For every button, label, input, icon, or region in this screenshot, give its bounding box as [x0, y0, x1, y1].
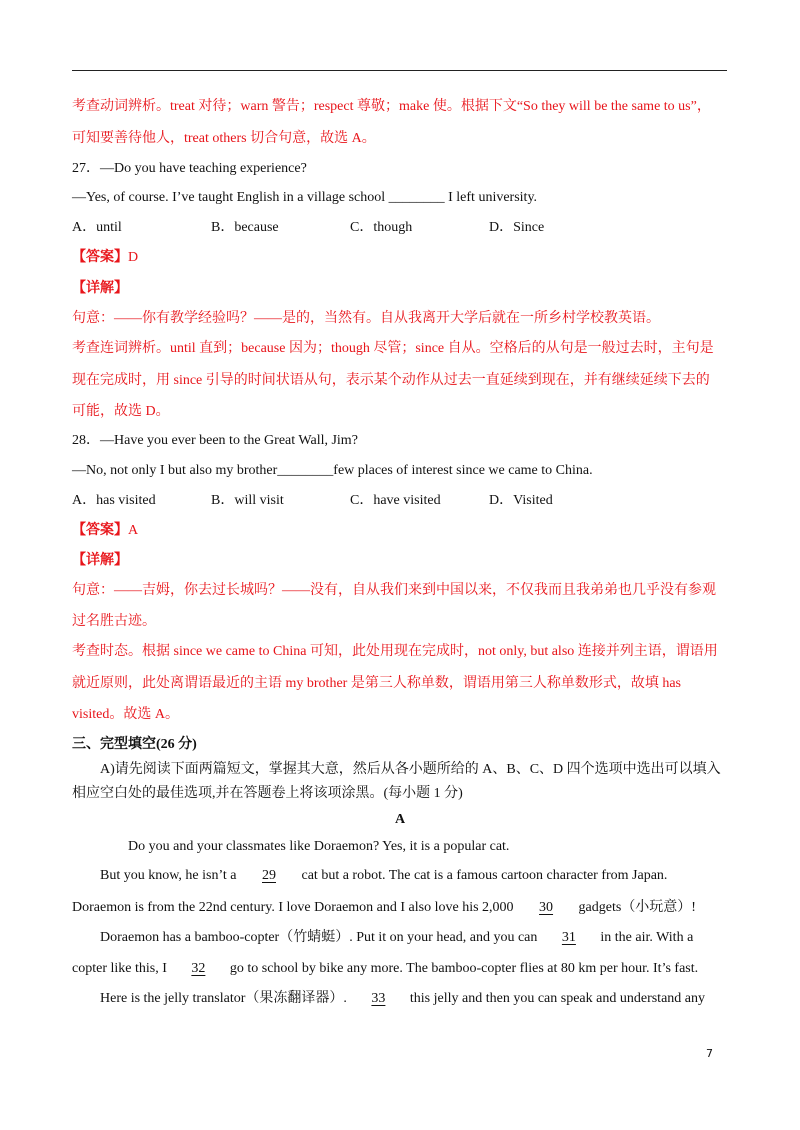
q27-option-a: A．until	[72, 220, 122, 235]
p2a-pre: But you know, he isn’t a	[100, 868, 240, 883]
q27-question: 27．—Do you have teaching experience?	[72, 161, 307, 176]
passage-paragraph4-line1	[100, 989, 705, 1009]
q28-meaning-line2: 过名胜古迹。	[72, 614, 156, 629]
section3-instruction-line1: A)请先阅读下面两篇短文，掌握其大意，然后从各小题所给的 A、B、C、D 四个选项中选出可以填入	[100, 762, 721, 777]
p2b-post: gadgets（小玩意）!	[575, 900, 696, 915]
q27-analysis-line1: 考查连词辨析。until 直到；because 因为；though 尽管；since 自从。空格后的从句是一般过去时，主句是	[72, 341, 714, 356]
blank-33: 33	[371, 991, 386, 1006]
q28-option-a: A．has visited	[72, 493, 156, 508]
q27-option-d: D．Since	[489, 220, 545, 235]
q28-options	[72, 491, 628, 511]
passage-paragraph2-line2	[72, 898, 696, 918]
blank-29: 29	[262, 868, 276, 883]
q28-meaning-line1: 句意：——吉姆，你去过长城吗？——没有，自从我们来到中国以来，不仅我而且我弟弟也几乎没有参观	[72, 583, 716, 598]
blank-31: 31	[561, 930, 576, 945]
header-rule	[72, 70, 727, 71]
q28-answer-value: A	[128, 523, 139, 538]
q28-reply: —No, not only I but also my brother________few places of interest since we came to China.	[72, 463, 593, 478]
q27-analysis-line3: 可能，故选 D。	[72, 404, 170, 419]
p2a-post: cat but a robot. The cat is a famous cartoon character from Japan.	[298, 868, 668, 883]
section3-heading: 三、完型填空(26 分)	[72, 737, 197, 752]
q28-option-d: D．Visited	[489, 493, 553, 508]
q27-meaning: 句意：——你有教学经验吗？——是的，当然有。自从我离开大学后就在一所乡村学校教英语。	[72, 311, 660, 326]
q28-detail-label: 【详解】	[72, 553, 128, 568]
q28-analysis-line1: 考查时态。根据 since we came to China 可知，此处用现在完成时，not only, but also 连接并列主语，谓语用	[72, 644, 718, 659]
q28-option-c: C．have visited	[350, 493, 441, 508]
p3a-pre: Doraemon has a bamboo-copter（竹蜻蜓）. Put it on your head, and you can	[100, 930, 541, 945]
q28-option-b: B．will visit	[211, 493, 284, 508]
p2b-pre: Doraemon is from the 22nd century. I love Doraemon and I also love his 2,000	[72, 900, 518, 915]
passage-paragraph3-line2	[72, 959, 698, 979]
q27-detail-label: 【详解】	[72, 281, 128, 296]
q28-answer-label: 【答案】	[72, 523, 128, 538]
passage-paragraph3-line1	[100, 928, 693, 948]
passage-label: A	[394, 812, 406, 827]
q26-analysis-line1: 考查动词辨析。treat 对待；warn 警告；respect 尊敬；make 使。根据下文“So they will be the same to us”，	[72, 99, 711, 114]
q27-reply: —Yes, of course. I’ve taught English in a village school ________ I left university.	[72, 190, 538, 205]
p3a-post: in the air. With a	[596, 930, 694, 945]
q27-analysis-line2: 现在完成时，用 since 引导的时间状语从句，表示某个动作从过去一直延续到现在，并有继续延续下去的	[72, 373, 710, 388]
q27-options	[72, 218, 628, 238]
section3-instruction-line2: 相应空白处的最佳选项,并在答题卷上将该项涂黑。(每小题 1 分)	[72, 786, 463, 801]
q27-answer-value: D	[128, 250, 139, 265]
q26-analysis-line2: 可知要善待他人，treat others 切合句意，故选 A。	[72, 131, 376, 146]
p4-pre: Here is the jelly translator（果冻翻译器）.	[100, 991, 351, 1006]
p4-post: this jelly and then you can speak and understand any	[406, 991, 705, 1006]
q27-option-b: B．because	[211, 220, 279, 235]
passage-paragraph1: Do you and your classmates like Doraemon? Yes, it is a popular cat.	[128, 839, 510, 854]
q28-analysis-line3: visited。故选 A。	[72, 707, 179, 722]
page-number: 7	[706, 1047, 713, 1060]
q27-option-c: C．though	[350, 220, 413, 235]
q28-question: 28．—Have you ever been to the Great Wall, Jim?	[72, 433, 358, 448]
passage-paragraph2-line1	[100, 866, 667, 886]
q28-answer	[72, 521, 138, 541]
q27-answer	[72, 248, 138, 268]
blank-32: 32	[191, 961, 206, 976]
q27-answer-label: 【答案】	[72, 250, 128, 265]
p3b-post: go to school by bike any more. The bamboo-copter flies at 80 km per hour. It’s fast.	[226, 961, 699, 976]
q28-analysis-line2: 就近原则，此处离谓语最近的主语 my brother 是第三人称单数，谓语用第三人称单数形式，故填 has	[72, 676, 681, 691]
blank-30: 30	[539, 900, 554, 915]
p3b-pre: copter like this, I	[72, 961, 171, 976]
